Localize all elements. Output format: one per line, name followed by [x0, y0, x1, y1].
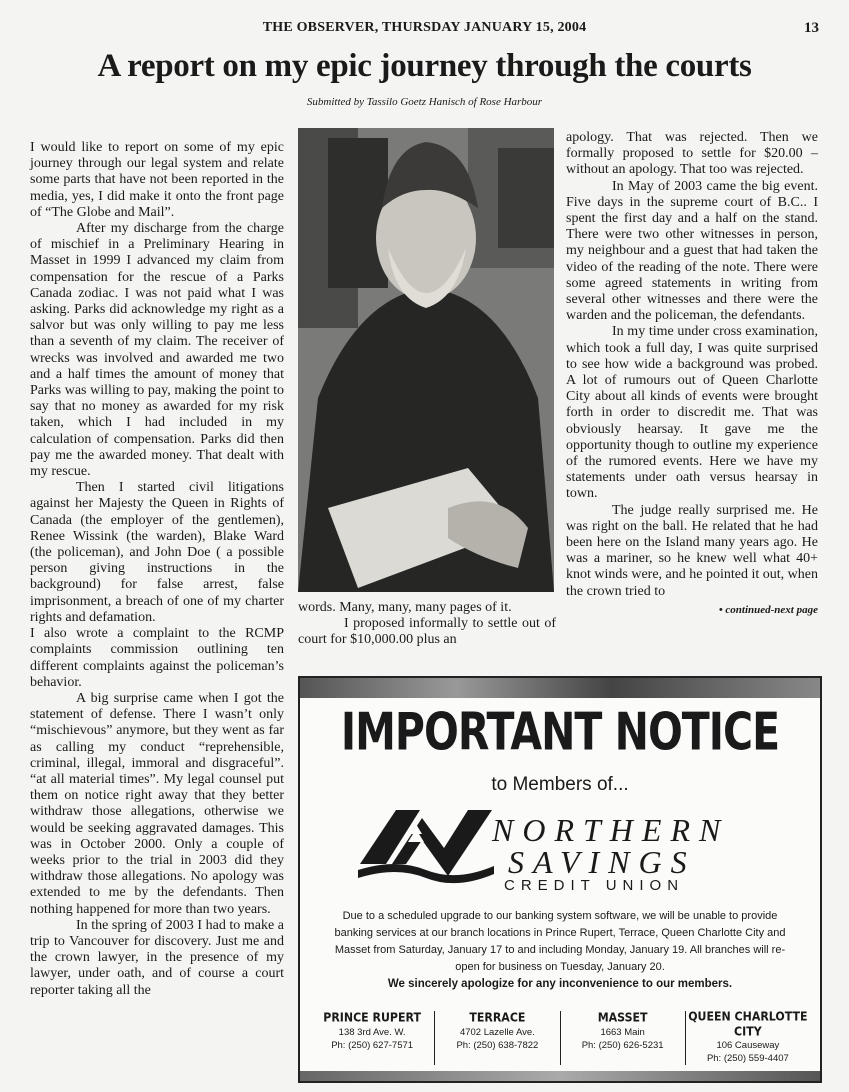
paragraph: In May of 2003 came the big event. Five days in the supreme court of B.C.. I spent the first day and a half on the stand. There were two other witnesses in person, my neighbour and a guest that had taken the video of the reading of the note. There were some agreed statements in writing from several other witnesses and there were the warden and the policeman, the defendants. [566, 178, 818, 324]
notice-advertisement [298, 676, 822, 1083]
continued-note: • continued-next page [718, 603, 818, 616]
branch-phone: Ph: (250) 638-7822 [456, 1040, 539, 1051]
ad-apology: We sincerely apologize for any inconvenience to our members. [387, 978, 733, 990]
paragraph: I proposed informally to settle out of court for $10,000.00 plus an [298, 616, 556, 648]
org-name-line-1: NORTHERN [492, 812, 730, 848]
org-name-line-3: CREDIT UNION [504, 877, 685, 894]
byline: Submitted by Tassilo Goetz Hanisch of Rose Harbour [306, 96, 543, 108]
paragraph: A big surprise came when I got the statement of defense. There I wasn’t only “mischievous” anymore, but they went as far as calling my conduct “reprehensible, criminal, illegal, immoral and disgraceful”. “at all material times”. My legal counsel put them on notice right away that they better withdraw those allegations, otherwise we would be seeking aggravated damages. This was in October 2000. Only a couple of weeks prior to the trial in 2003 did they withdraw those allegations. No apology was extended to me by the defendants. Then nothing happened for more than two years. [30, 690, 284, 917]
paragraph: words. Many, many, many pages of it. [298, 600, 512, 615]
paragraph: In the spring of 2003 I had to make a trip to Vancouver for discovery. Just me and the crown lawyer, in the presence of my lawyer, under oath, and of course a court reporter taking all the [30, 917, 284, 998]
paragraph: The judge really surprised me. He was right on the ball. He related that he had been here on the Island many years ago. He was a mariner, so he knew well what 40+ knot winds were, and he pointed it out, when the crown tried to [566, 502, 818, 599]
article-column-1 [30, 140, 284, 999]
branch-terrace [434, 1011, 559, 1065]
branch-phone: Ph: (250) 627-7571 [331, 1040, 414, 1051]
branch-address: 138 3rd Ave. W. [338, 1027, 406, 1038]
branch-phone: Ph: (250) 626-5231 [581, 1040, 664, 1051]
author-photo [298, 128, 554, 592]
ad-bottom-bar [300, 1071, 820, 1081]
branch-address: 106 Causeway [716, 1040, 780, 1051]
branch-masset [560, 1011, 685, 1065]
masthead: THE OBSERVER, THURSDAY JANUARY 15, 2004 [262, 20, 587, 35]
ad-title: IMPORTANT NOTICE [340, 702, 780, 762]
credit-union-logo-icon [356, 804, 496, 884]
branch-address: 4702 Lazelle Ave. [459, 1027, 535, 1038]
paragraph: In my time under cross examination, which took a full day, I was quite surprised to see how wide a background was probed. A lot of rumours out of Queen Charlotte City about all kinds of events were brought forth in order to discredit me. That was obviously hearsay. It gave me the opportunity though to outline my experience of the rumored events. Here we have my statements under oath versus hearsay in town. [566, 324, 818, 502]
branch-address: 1663 Main [600, 1027, 645, 1038]
branch-phone: Ph: (250) 559-4407 [706, 1053, 789, 1064]
branch-queen-charlotte-city [685, 1011, 810, 1065]
branch-name: QUEEN CHARLOTTE CITY [688, 1009, 808, 1039]
headline: A report on my epic journey through the courts [97, 48, 752, 84]
ad-top-bar [300, 678, 820, 698]
ad-body-text: Due to a scheduled upgrade to our banking system software, we will be unable to provide banking services at our branch locations in Prince Rupert, Terrace, Queen Charlotte City and Masset from Saturday, January 17 to and including Monday, January 19. All branches will re-open for business on Tuesday, January 20. [334, 910, 786, 973]
paragraph: I also wrote a complaint to the RCMP complaints commission outlining ten different complaints against the policeman’s behavior. [30, 626, 284, 690]
article-column-3 [566, 130, 818, 618]
paragraph: I would like to report on some of my epic journey through our legal system and relate some parts that have not been reported in the media, yes, I did make it onto the front page of “The Globe and Mail”. [30, 140, 284, 220]
photo-illustration [298, 128, 554, 592]
paragraph: apology. That was rejected. Then we formally proposed to settle for $20.00 – without an apology. That too was rejected. [566, 130, 818, 178]
branch-list [310, 1011, 810, 1065]
ad-subtitle: to Members of... [491, 774, 629, 795]
page-number: 13 [804, 20, 819, 36]
org-name-line-2: SAVINGS [508, 844, 696, 880]
article-column-2 [298, 600, 556, 649]
branch-name: TERRACE [469, 1010, 526, 1025]
paragraph: Then I started civil litigations against her Majesty the Queen in Rights of Canada (the employer of the gentlemen), Renee Wissink (the warden), Blake Ward (the policeman), and John Doe ( a possible person giving instructions in the background) for false arrest, false imprisonment, a breach of one of my charter rights and defamation. [30, 480, 284, 625]
branch-name: PRINCE RUPERT [323, 1010, 421, 1025]
branch-name: MASSET [597, 1010, 648, 1025]
paragraph: After my discharge from the charge of mischief in a Preliminary Hearing in Masset in 1999 I advanced my claim from compensation for the rescue of a Parks Canada zodiac. I was not paid what I was asking. Parks did acknowledge my right as a salvor but was only willing to pay me less than a seventh of my claim. The receiver of wrecks was involved and awarded me two and a half times the amount of money that Parks was willing to pay, making the point to say that no money as awarded for my risk taken, which I had included in my calculation of compensation. Parks did then pay me the awarded money. That dealt with my rescue. [30, 221, 284, 480]
branch-prince-rupert [310, 1011, 434, 1065]
